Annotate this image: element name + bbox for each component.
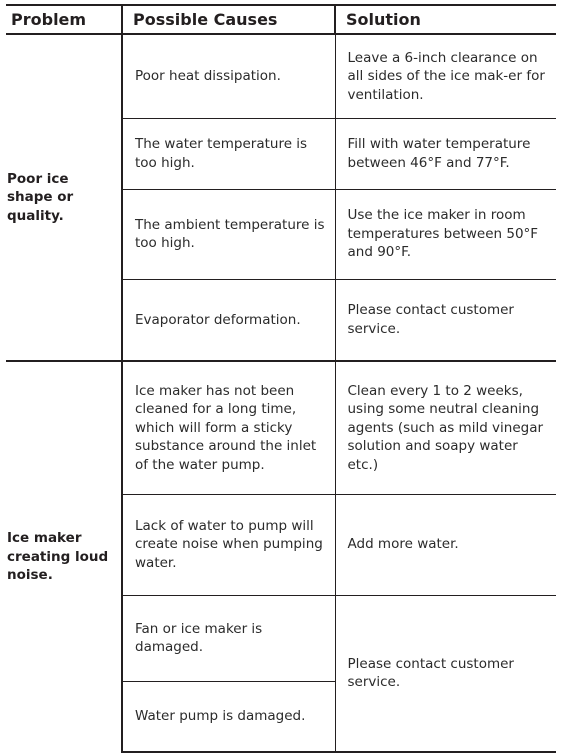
cause-cell: Lack of water to pump will create noise when pumping water. xyxy=(122,494,335,595)
table-row xyxy=(6,34,556,118)
cause-cell: Evaporator deformation. xyxy=(122,279,335,361)
problem-cell: Ice maker creating loud noise. xyxy=(6,361,122,752)
cause-cell: The water temperature is too high. xyxy=(122,118,335,189)
solution-cell: Leave a 6-inch clearance on all sides of the ice mak-er for ventilation. xyxy=(335,34,556,118)
cause-cell: Poor heat dissipation. xyxy=(122,34,335,118)
solution-cell: Please contact customer service. xyxy=(335,595,556,752)
cause-cell: Ice maker has not been cleaned for a long time, which will form a sticky substance around the inlet of the water pump. xyxy=(122,361,335,494)
table-header-row xyxy=(6,5,556,34)
solution-cell: Add more water. xyxy=(335,494,556,595)
table-row xyxy=(6,361,556,494)
header-possible-causes: Possible Causes xyxy=(122,5,335,34)
solution-cell: Fill with water temperature between 46°F and 77°F. xyxy=(335,118,556,189)
cause-cell: The ambient temperature is too high. xyxy=(122,189,335,279)
solution-cell: Clean every 1 to 2 weeks, using some neutral cleaning agents (such as mild vinegar solution and soapy water etc.) xyxy=(335,361,556,494)
header-problem: Problem xyxy=(6,5,122,34)
troubleshooting-table xyxy=(6,4,556,753)
problem-cell: Poor ice shape or quality. xyxy=(7,170,74,224)
solution-cell: Use the ice maker in room temperatures between 50°F and 90°F. xyxy=(335,189,556,279)
cause-cell: Water pump is damaged. xyxy=(122,681,335,752)
cause-cell: Fan or ice maker is damaged. xyxy=(122,595,335,681)
header-solution: Solution xyxy=(335,5,556,34)
solution-cell: Please contact customer service. xyxy=(335,279,556,361)
